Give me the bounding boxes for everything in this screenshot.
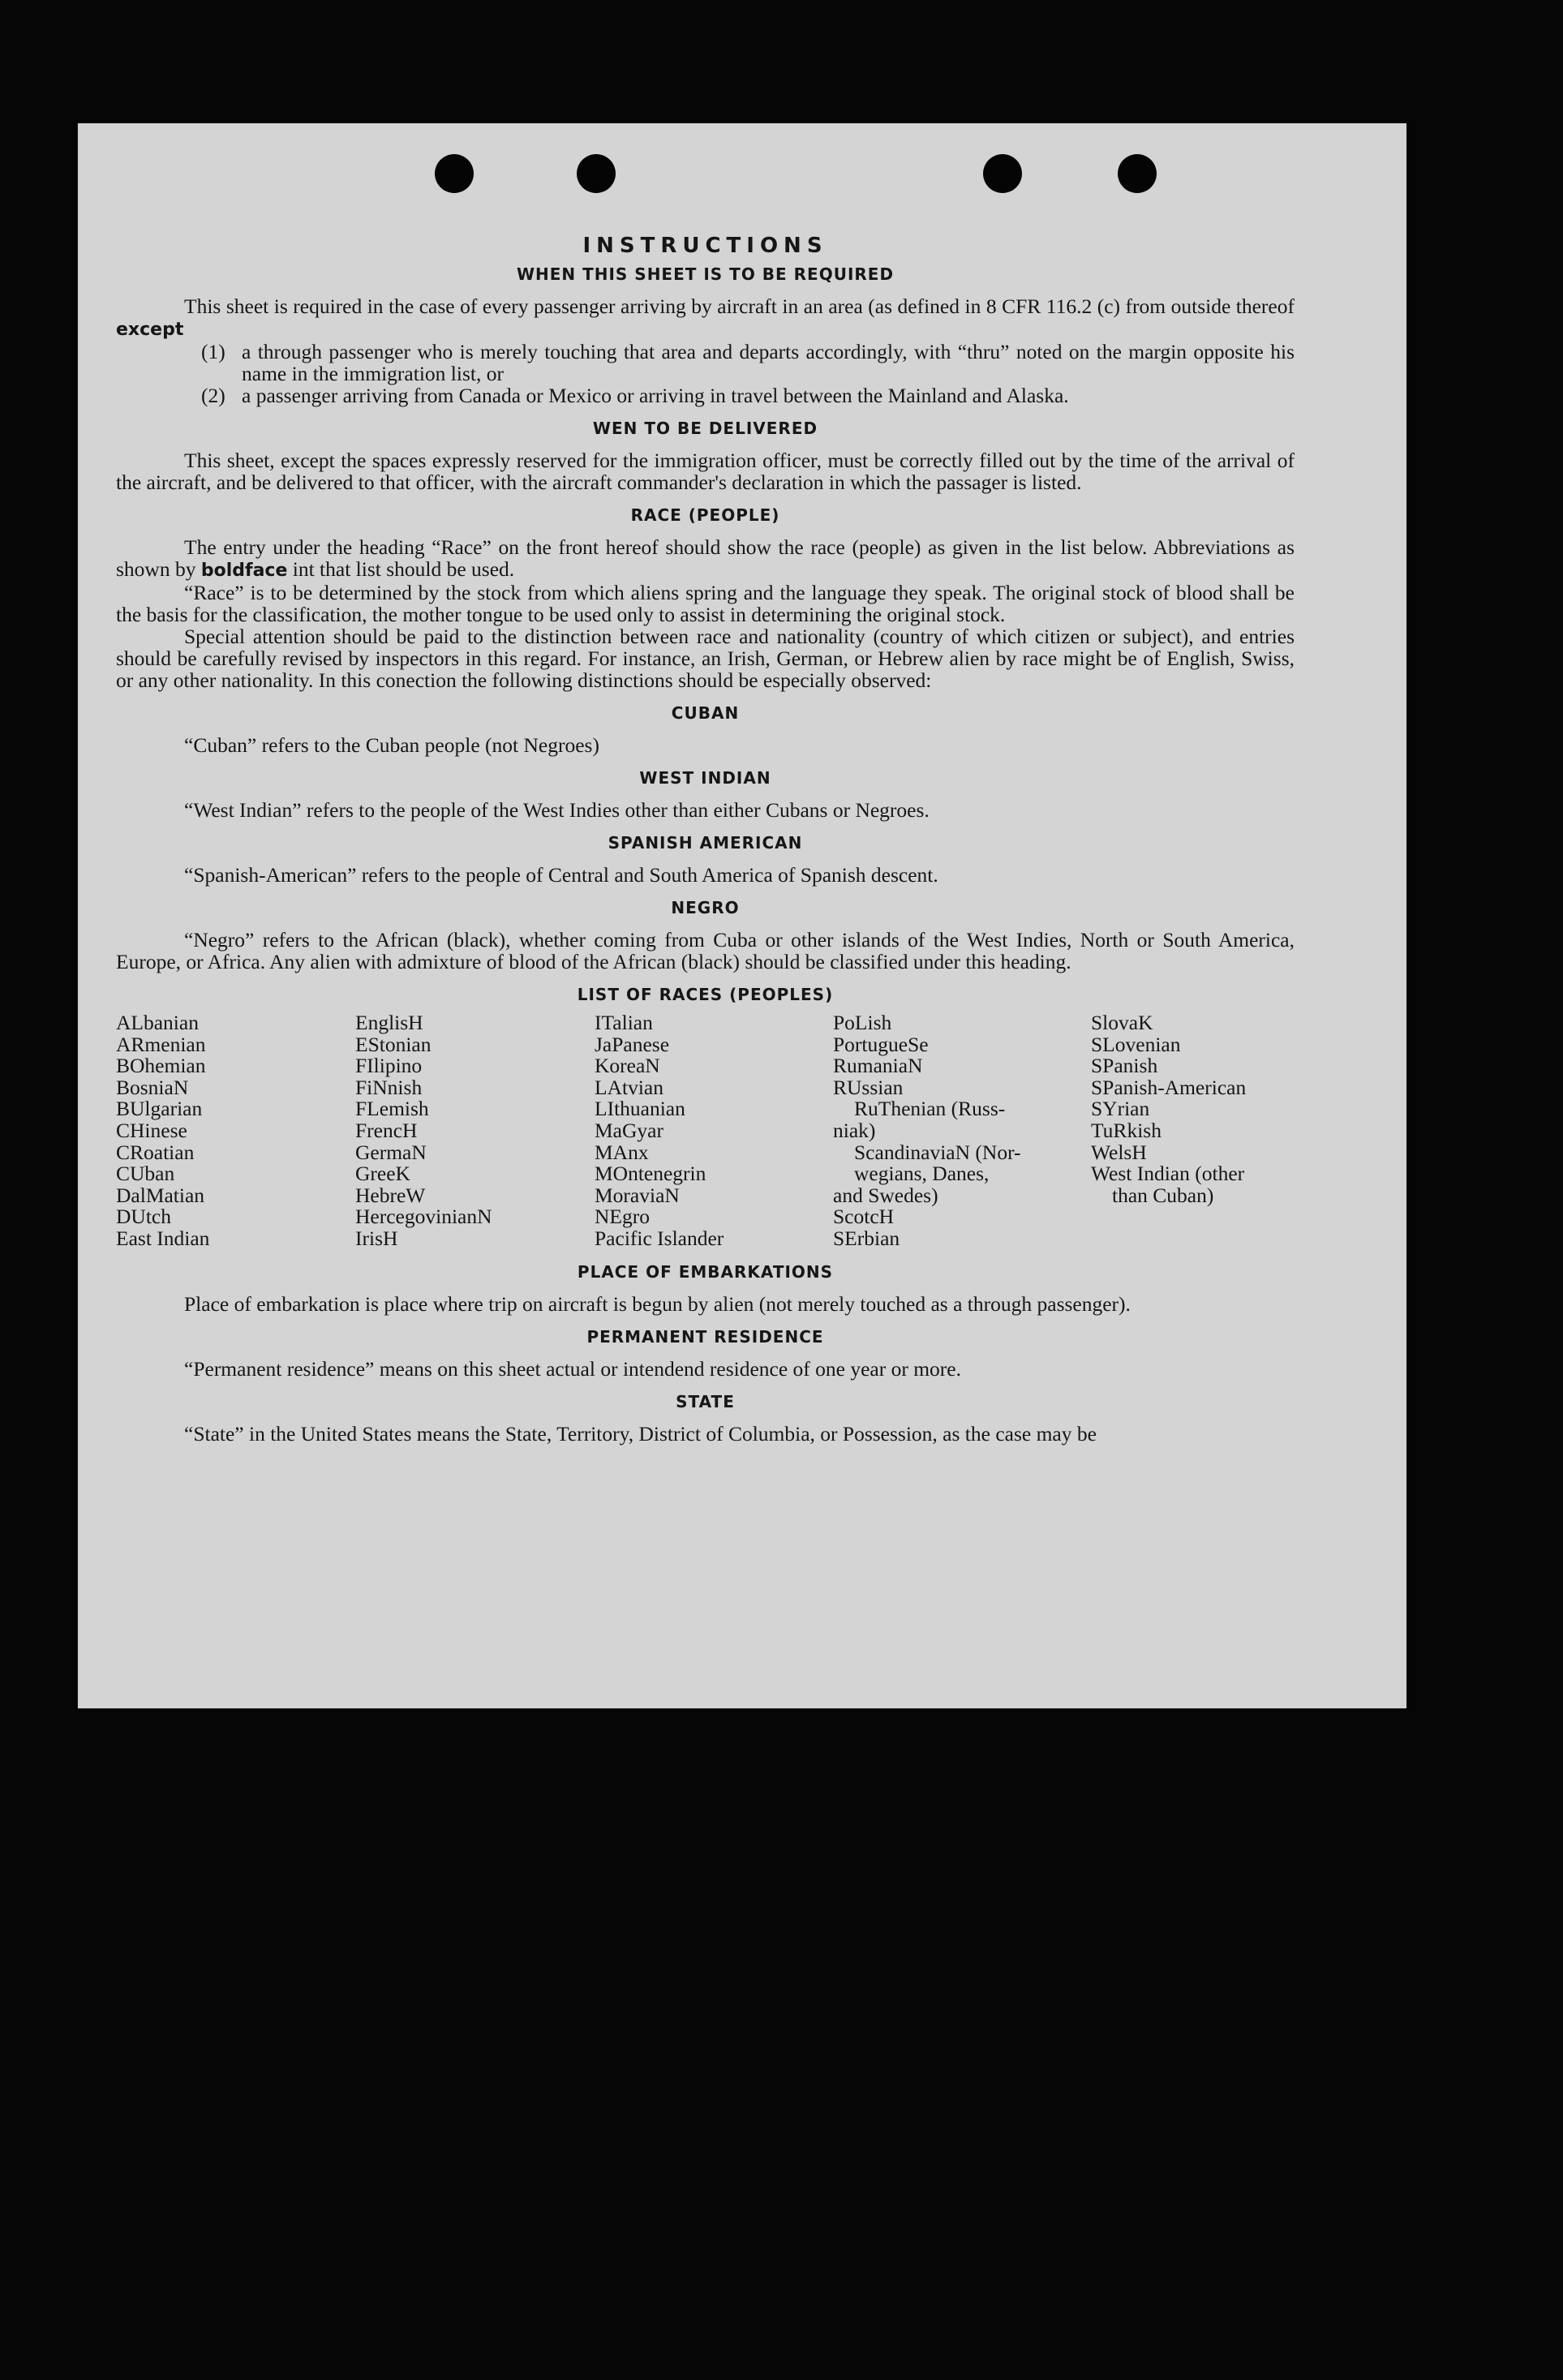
races-column <box>355 1012 595 1250</box>
section-heading-cuban: CUBAN <box>671 703 740 723</box>
section-heading-race: RACE (PEOPLE) <box>630 505 780 525</box>
section-heading-state: STATE <box>676 1391 735 1411</box>
section-heading-races: LIST OF RACES (PEOPLES) <box>577 985 834 1004</box>
race-entry: KoreaN <box>595 1054 660 1078</box>
punch-hole <box>983 154 1022 193</box>
race-entry: CUban <box>116 1162 175 1186</box>
race-entry: EnglisH <box>355 1011 423 1034</box>
race-entry: ITalian <box>595 1011 653 1034</box>
race-entry: LAtvian <box>595 1075 663 1099</box>
race-entry: ALbanian <box>116 1011 199 1034</box>
negro-text: “Negro” refers to the African (black), whether coming from Cuba or other islands of the West Indies, North or South America, Europe, or Africa. Any alien with admixture of blood of the African (black) should be classified under this heading. <box>116 928 1295 973</box>
instructions-content <box>116 235 1295 1445</box>
races-list <box>116 1012 1295 1250</box>
required-intro: This sheet is required in the case of every passenger arriving by aircraft in an area (as defined in 8 CFR 116.2 (c) from outside thereof except <box>116 294 1295 340</box>
race-entry: RUssian <box>833 1075 904 1099</box>
document-page <box>78 123 1406 1708</box>
race-paragraph-1: The entry under the heading “Race” on the front hereof should show the race (people) as given in the list below. Abbreviations as shown by boldface int that list should be used. <box>116 535 1295 581</box>
cuban-text: “Cuban” refers to the Cuban people (not Negroes) <box>184 733 599 757</box>
race-paragraph-2: “Race” is to be determined by the stock from which aliens spring and the language they speak. The original stock of blood shall be the basis for the classification, the mother tongue to be used only to assist in determining the original stock. <box>116 581 1295 626</box>
except-word: except <box>116 320 184 340</box>
race-entry: SPanish-American <box>1091 1075 1247 1099</box>
race-entry: SlovaK <box>1091 1011 1153 1034</box>
race-entry: MaGyar <box>595 1118 663 1142</box>
races-column <box>1091 1012 1294 1250</box>
race-entry: JaPanese <box>595 1032 670 1056</box>
race-entry: NEgro <box>595 1205 650 1229</box>
race-entry: FLemish <box>355 1097 429 1121</box>
race-entry: DUtch <box>116 1205 171 1229</box>
race-entry: BosniaN <box>116 1075 189 1099</box>
race-entry: West Indian (other <box>1091 1162 1245 1186</box>
race-entry: ScotcH <box>833 1205 895 1229</box>
races-column <box>116 1012 355 1250</box>
section-heading-delivered: WEN TO BE DELIVERED <box>592 419 818 438</box>
race-entry: and Swedes) <box>833 1183 938 1207</box>
punch-hole <box>435 154 474 193</box>
section-heading-residence: PERMANENT RESIDENCE <box>586 1326 824 1347</box>
page-title: INSTRUCTIONS <box>582 234 828 258</box>
race-entry: wegians, Danes, <box>854 1162 990 1186</box>
race-entry: East Indian <box>116 1226 210 1250</box>
residence-text: “Permanent residence” means on this sheet actual or intendend residence of one year or more. <box>184 1356 961 1381</box>
race-entry: WelsH <box>1091 1140 1147 1164</box>
race-entry: SPanish <box>1091 1054 1158 1078</box>
section-heading-embarkation: PLACE OF EMBARKATIONS <box>577 1261 834 1282</box>
race-entry: DalMatian <box>116 1183 205 1207</box>
race-entry: SLovenian <box>1091 1032 1181 1056</box>
race-entry: TuRkish <box>1091 1118 1162 1142</box>
race-entry: niak) <box>833 1118 876 1142</box>
race-entry: ARmenian <box>116 1032 206 1056</box>
race-entry: than Cuban) <box>1112 1183 1214 1207</box>
boldface-word: boldface <box>200 561 288 581</box>
race-entry: HebreW <box>355 1183 426 1207</box>
races-column <box>833 1012 1091 1250</box>
race-entry: IrisH <box>355 1226 398 1250</box>
race-paragraph-3: Special attention should be paid to the distinction between race and nationality (country of which citizen or subject), and entries should be carefully revised by inspectors in this regard. For instance, an Irish, German, or Hebrew alien by race might be of English, Swiss, or any other nationality. In this conection the following distinctions should be especially observed: <box>116 625 1295 692</box>
race-entry: BOhemian <box>116 1054 206 1078</box>
race-entry: FIlipino <box>355 1054 423 1078</box>
race-entry: SErbian <box>833 1226 900 1250</box>
race-entry: HercegovinianN <box>355 1205 492 1229</box>
race-entry: ScandinaviaN (Nor- <box>854 1140 1021 1164</box>
state-text: “State” in the United States means the State, Territory, District of Columbia, or Possession, as the case may be <box>184 1421 1097 1446</box>
race-entry: CHinese <box>116 1118 187 1142</box>
section-heading-spanish-american: SPANISH AMERICAN <box>608 833 803 853</box>
section-heading-west-indian: WEST INDIAN <box>639 768 771 788</box>
race-entry: PortugueSe <box>833 1032 929 1056</box>
list-item: (1) a through passenger who is merely touching that area and departs accordingly, with “thru” noted on the margin opposite his name in the immigration list, or <box>201 340 1295 385</box>
race-entry: FiNnish <box>355 1075 423 1099</box>
race-entry: Pacific Islander <box>595 1226 724 1250</box>
list-item: (2) a passenger arriving from Canada or Mexico or arriving in travel between the Mainland and Alaska. <box>201 384 1069 407</box>
race-entry: GermaN <box>355 1140 427 1164</box>
race-entry: EStonian <box>355 1032 432 1056</box>
races-column <box>595 1012 833 1250</box>
race-entry: SYrian <box>1091 1097 1150 1121</box>
race-entry: RumaniaN <box>833 1054 923 1078</box>
race-entry: MoraviaN <box>595 1183 680 1207</box>
west-indian-text: “West Indian” refers to the people of the West Indies other than either Cubans or Negroes. <box>184 798 930 822</box>
race-entry: PoLish <box>833 1011 892 1034</box>
delivered-text: This sheet, except the spaces expressly reserved for the immigration officer, must be correctly filled out by the time of the arrival of the aircraft, and be delivered to that officer, with the aircraft commander's declaration in which the passager is listed. <box>116 449 1295 494</box>
race-entry: RuThenian (Russ- <box>854 1097 1006 1121</box>
punch-hole <box>577 154 616 193</box>
race-entry: MAnx <box>595 1140 649 1164</box>
race-entry: MOntenegrin <box>595 1162 706 1186</box>
race-entry: GreeK <box>355 1162 410 1186</box>
race-entry: LIthuanian <box>595 1097 685 1121</box>
race-entry: BUlgarian <box>116 1097 203 1121</box>
section-heading-required: WHEN THIS SHEET IS TO BE REQUIRED <box>516 264 895 284</box>
race-entry: FrencH <box>355 1118 418 1142</box>
punch-hole <box>1118 154 1157 193</box>
embarkation-text: Place of embarkation is place where trip on aircraft is begun by alien (not merely touched as a through passenger). <box>184 1291 1131 1316</box>
race-entry: CRoatian <box>116 1140 195 1164</box>
section-heading-negro: NEGRO <box>671 898 740 917</box>
spanish-american-text: “Spanish-American” refers to the people of Central and South America of Spanish descent. <box>184 863 938 887</box>
